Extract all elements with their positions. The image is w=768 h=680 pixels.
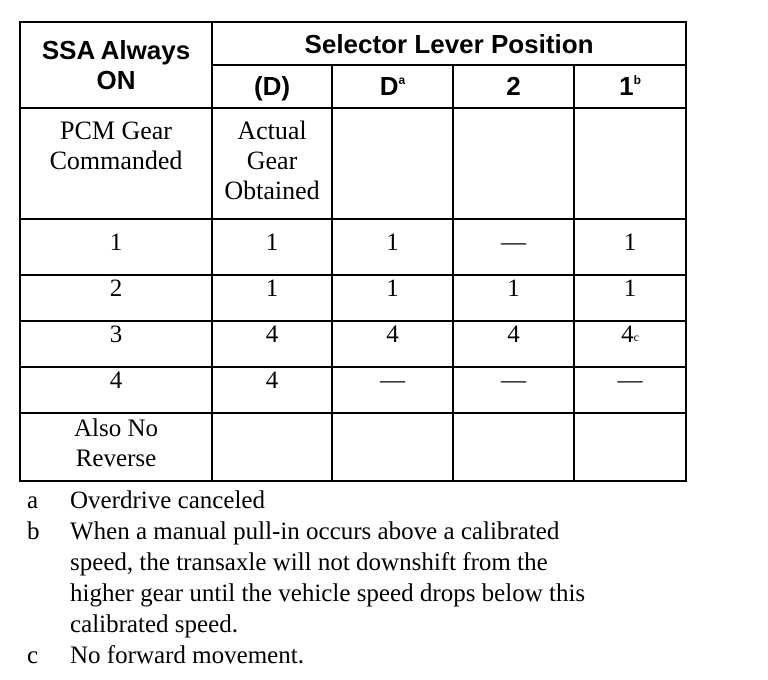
footnote-b: b When a manual pull-in occurs above a calibrated speed, the transaxle will not downshift from the higher gear until the vehicle speed drops below this calibrated speed.	[27, 518, 586, 638]
cell-d: 1	[386, 275, 399, 302]
cell-2: —	[501, 367, 526, 394]
footnote-marker: b	[633, 73, 641, 87]
table-row	[20, 367, 686, 413]
footnote-marker: c	[633, 330, 639, 344]
column-header-d: $D^a$	[332, 65, 453, 108]
cell-2: 1	[507, 275, 520, 302]
empty-cell	[453, 108, 574, 219]
footnotes	[27, 485, 747, 671]
cell-commanded: 2	[109, 275, 123, 302]
cell-commanded: 3	[109, 321, 123, 348]
cell-d: 1	[386, 229, 399, 256]
cell-d-paren: 4	[265, 321, 279, 348]
selector-lever-position-header: Selector Lever Position	[212, 22, 686, 65]
cell-d-paren: 1	[265, 275, 279, 302]
cell-1: 1	[623, 229, 637, 256]
footnote-a: a Overdrive canceled	[27, 487, 266, 514]
gear-table	[19, 21, 687, 482]
cell-d: 4	[386, 321, 399, 348]
cell-d: —	[380, 367, 405, 394]
header-left-line2: ON	[96, 65, 136, 95]
also-no-reverse-cell: Also No Reverse	[20, 413, 212, 481]
cell-1: 4$^c$	[621, 321, 639, 348]
cell-d-paren: 1	[265, 229, 279, 256]
cell-1: 1	[623, 275, 637, 302]
column-header-d-paren: (D)	[212, 65, 332, 108]
footnote-c: c No forward movement.	[27, 642, 304, 669]
cell-commanded: 4	[109, 367, 123, 394]
cell-1: —	[617, 367, 643, 394]
empty-cell	[574, 108, 686, 219]
table-row	[20, 413, 686, 481]
header-left-line1: SSA Always	[41, 35, 191, 65]
cell-2: —	[501, 229, 526, 256]
column-header-2: 2	[453, 65, 574, 108]
table-row	[20, 219, 686, 275]
actual-gear-obtained-header: Actual Gear Obtained	[212, 108, 332, 219]
pcm-gear-commanded-header: PCM Gear Commanded	[20, 108, 212, 219]
empty-cell	[332, 108, 453, 219]
table-row	[20, 321, 686, 367]
table-row	[20, 275, 686, 321]
column-header-1: 1$^b$	[574, 65, 686, 108]
cell-commanded: 1	[109, 229, 123, 256]
cell-d-paren: 4	[265, 367, 279, 394]
cell-2: 4	[507, 321, 520, 348]
ssa-always-on-header	[20, 22, 212, 108]
footnote-marker: a	[398, 73, 406, 87]
